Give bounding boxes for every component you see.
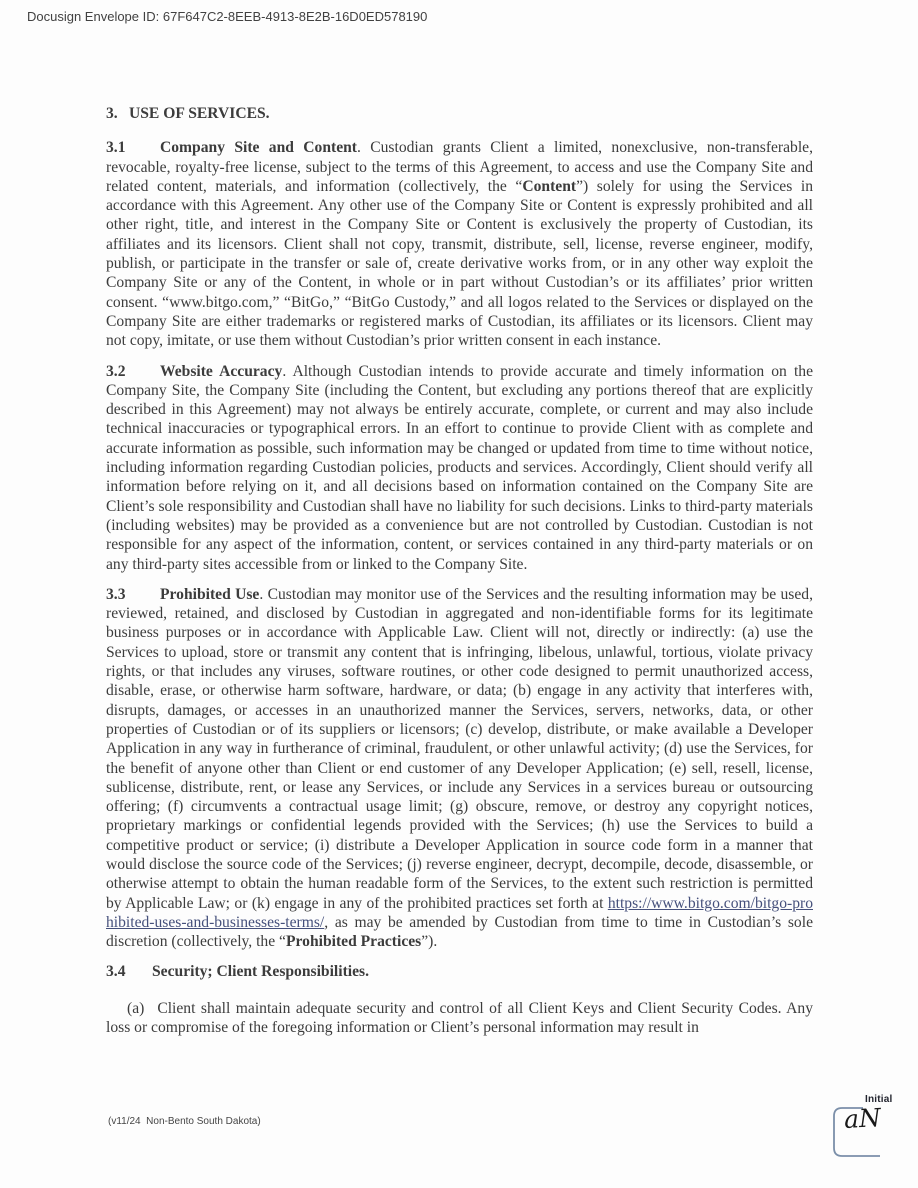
bold-text: Security; Client Responsibilities.: [152, 963, 370, 981]
body-text: ”) solely for using the Services in accordance with this Agreement. Any other use of the Company Site or Content is expressly prohibited and all other right, title, and interest in the Company Site or Content is exclusively the property of Custodian, its affiliates and its licensors. Client shall not copy, transmit, distribute, sell, license, reverse engineer, modify, publish, or participate in the transfer or sale of, create derivative works from, or in any other way exploit the Company Site or any of the Content, in whole or in part without Custodian’s or its affiliates’ prior written consent. “www.bitgo.com,” “BitGo,” “BitGo Custody,” and all logos related to the Services or displayed on the Company Site are either trademarks or registered marks of Custodian, its affiliates or its licensors. Client may not copy, imitate, or use them without Custodian’s prior written consent in each instance.: [106, 177, 813, 350]
document-paragraphs: [106, 138, 813, 1037]
paragraph: [106, 962, 813, 981]
initial-tab[interactable]: [826, 1092, 918, 1178]
paragraph-number: 3.1: [106, 139, 126, 157]
bold-text: Website Accuracy: [160, 362, 283, 380]
prohibited-practices-link[interactable]: https://www.bitgo.com/bitgo-prohibited-uses-and-businesses-terms/: [106, 894, 813, 931]
footer-version-note: (v11/24 Non-Bento South Dakota): [108, 1116, 261, 1127]
section-title: USE OF SERVICES.: [129, 105, 270, 122]
handwritten-initials: aN: [843, 1103, 882, 1134]
paragraph-number: 3.3: [106, 585, 126, 603]
paragraph: [106, 585, 813, 952]
paragraph-number: 3.2: [106, 362, 126, 380]
body-text: , as may be amended by Custodian from time to time in Custodian’s sole discretion (collectively, the “: [106, 913, 813, 951]
bold-text: Prohibited Practices: [285, 933, 422, 951]
bold-text: Company Site and Content: [160, 139, 357, 157]
docusign-envelope-id: Docusign Envelope ID: 67F647C2-8EEB-4913-8E2B-16D0ED578190: [27, 9, 428, 24]
paragraph: [106, 999, 813, 1038]
bold-text: Prohibited Use: [160, 585, 260, 603]
section-number: 3.: [106, 105, 118, 122]
paragraph-number: 3.4: [106, 963, 126, 981]
body-text: Client shall maintain adequate security and control of all Client Keys and Client Security Codes. Any loss or compromise of the foregoing information or Client’s personal information may result in: [106, 999, 813, 1037]
body-text: . Custodian may monitor use of the Services and the resulting information may be used, reviewed, retained, and disclosed by Custodian in aggregated and non-identifiable forms for its legitimate business purposes or in accordance with Applicable Law. Client will not, directly or indirectly: (a) use the Services to upload, store or transmit any content that is infringing, libelous, unlawful, tortious, violate privacy rights, or that includes any viruses, software routines, or other code designed to permit unauthorized access, disable, erase, or otherwise harm software, hardware, or data; (b) engage in any activity that interferes with, disrupts, damages, or accesses in an unauthorized manner the Services, servers, networks, data, or other properties of Custodian or of its suppliers or licensors; (c) develop, distribute, or make available a Developer Application in any way in furtherance of criminal, fraudulent, or other unlawful activity; (d) use the Services, for the benefit of anyone other than Client or end customer of any Developer Application; (e) sell, resell, license, sublicense, distribute, rent, or lease any Services, or include any Services in a services bureau or outsourcing offering; (f) circumvents a contractual usage limit; (g) obscure, remove, or destroy any copyright notices, proprietary markings or confidential legends provided with the Services; (h) use the Services to build a competitive product or service; (i) distribute a Developer Application in source code form in a manner that would disclose the source code of the Services; (j) reverse engineer, decrypt, decompile, decode, disassemble, or otherwise attempt to obtain the human readable form of the Services, to the extent such restriction is permitted by Applicable Law; or (k) engage in any of the prohibited practices set forth at: [106, 585, 813, 912]
paragraph: [106, 138, 813, 350]
body-text: ”).: [421, 933, 438, 951]
bold-text: Content: [522, 177, 577, 195]
subparagraph-marker: (a): [127, 999, 145, 1017]
initial-tab-label: Initial: [865, 1094, 893, 1105]
body-text: . Custodian grants Client a limited, nonexclusive, non-transferable, revocable, royalty-free license, subject to the terms of this Agreement, to access and use the Company Site and related content, materials, and information (collectively, the “: [106, 139, 813, 195]
section-heading: [106, 104, 813, 123]
document-page-content: [106, 104, 813, 1037]
body-text: . Although Custodian intends to provide accurate and timely information on the Company Site, the Company Site (including the Content, but excluding any portions thereof that are explicitly described in this Agreement) may not always be entirely accurate, complete, or current and may also include technical inaccuracies or typographical errors. In an effort to continue to provide Client with as complete and accurate information as possible, such information may be changed or updated from time to time without notice, including information regarding Custodian policies, products and services. Accordingly, Client should verify all information before relying on it, and all decisions based on information contained on the Company Site are Client’s sole responsibility and Custodian shall have no liability for such decisions. Links to third-party materials (including websites) may be provided as a convenience but are not controlled by Custodian. Custodian is not responsible for any aspect of the information, content, or services contained in any third-party materials or on any third-party sites accessible from or linked to the Company Site.: [106, 362, 814, 573]
paragraph: [106, 362, 813, 574]
